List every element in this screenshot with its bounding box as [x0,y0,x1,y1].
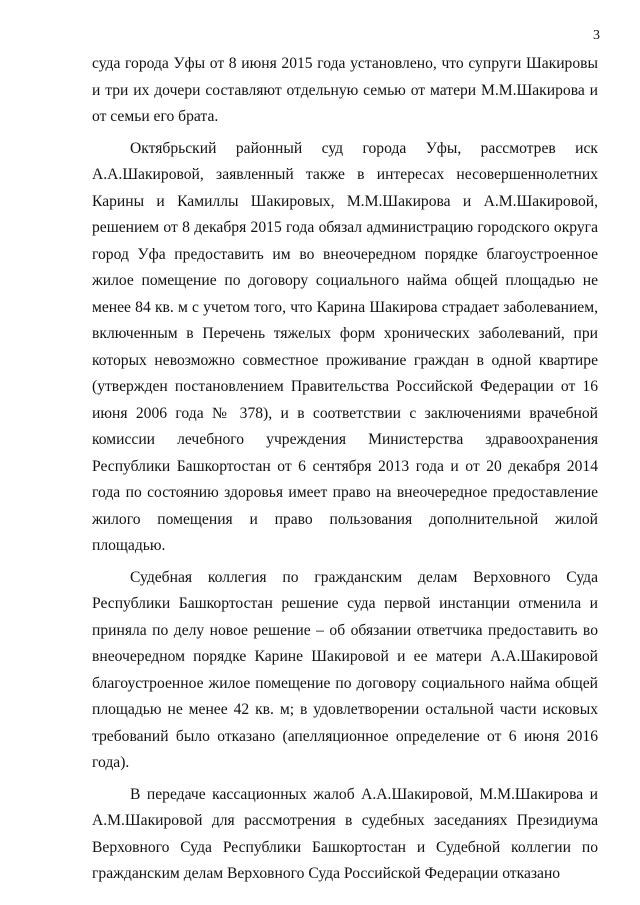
paragraph-district-court-decision: Октябрьский районный суд города Уфы, рассмотрев иск А.А.Шакировой, заявленный также в интересах несовершеннолетних Карины и Камиллы Шакировых, М.М.Шакирова и А.М.Шакировой, решением от 8 декабря 2015 года обязал администрацию городского округа город Уфа предоставить им во внеочередном порядке благоустроенное жилое помещение по договору социального найма общей площадью не менее 84 кв. м с учетом того, что Карина Шакирова страдает заболеванием, включенным в Перечень тяжелых форм хронических заболеваний, при которых невозможно совместное проживание граждан в одной квартире (утвержден постановлением Правительства Российской Федерации от 16 июня 2006 года № 378), и в соответствии с заключениями врачебной комиссии лечебного учреждения Министерства здравоохранения Республики Башкортостан от 6 сентября 2013 года и от 20 декабря 2014 года по состоянию здоровья имеет право на внеочередное предоставление жилого помещения и право пользования дополнительной жилой площадью. [92,139,598,554]
document-body [92,51,598,888]
paragraph-appeal-decision: Судебная коллегия по гражданским делам Верховного Суда Республики Башкортостан решение суда первой инстанции отменила и приняла по делу новое решение – об обязании ответчика предоставить во внеочередном порядке Карине Шакировой и ее матери А.А.Шакировой благоустроенное жилое помещение по договору социального найма общей площадью не менее 42 кв. м; в удовлетворении остальной части исковых требований было отказано (апелляционное определение от 6 июня 2016 года). [92,568,598,771]
page-number: 3 [593,28,600,43]
paragraph-continuation: суда города Уфы от 8 июня 2015 года установлено, что супруги Шакировы и три их дочери составляют отдельную семью от матери М.М.Шакирова и от семьи его брата. [92,55,598,125]
paragraph-cassation-refusal: В передаче кассационных жалоб А.А.Шакировой, М.М.Шакирова и А.М.Шакировой для рассмотрения в судебных заседаниях Президиума Верховного Суда Республики Башкортостан и Судебной коллегии по гражданским делам Верховного Суда Российской Федерации отказано [92,785,598,882]
